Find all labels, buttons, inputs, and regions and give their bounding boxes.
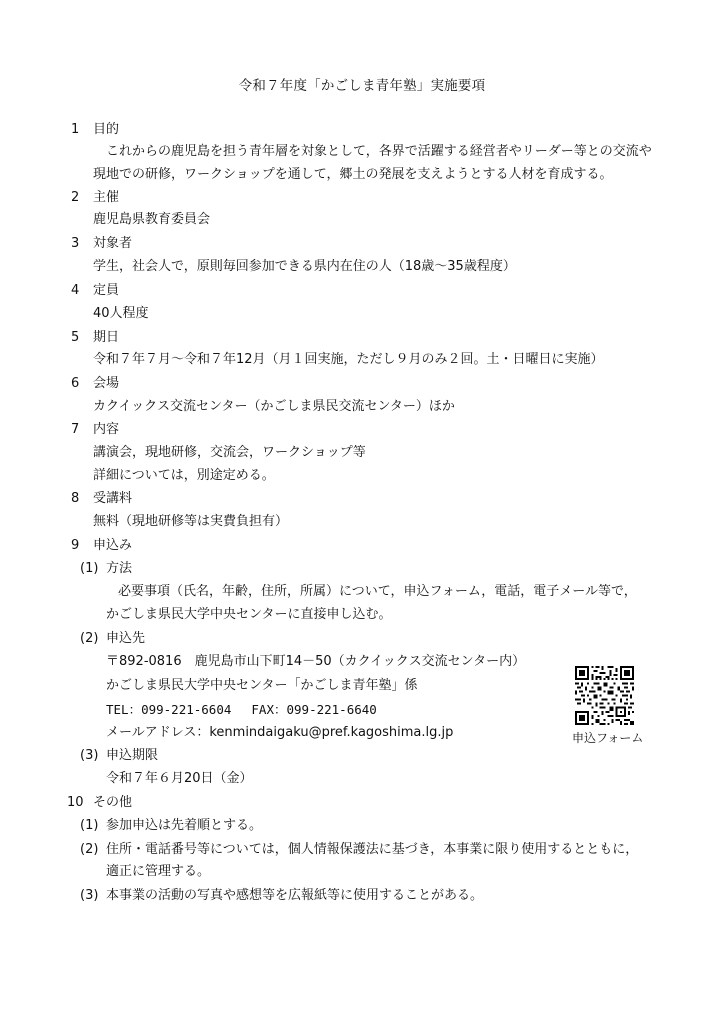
- qr-code-icon[interactable]: [575, 666, 634, 725]
- qr-code-graphic: [575, 666, 634, 725]
- section-10-item-3-number: (3): [80, 888, 99, 903]
- section-8-heading: 受講料: [93, 491, 133, 506]
- section-9-sub-2-heading: 申込先: [106, 631, 146, 646]
- section-10-item-1-number: (1): [80, 818, 99, 833]
- contact-address: 〒892-0816 鹿児島市山下町14－50（カクイックス交流センター内）: [106, 654, 526, 669]
- section-1-heading: 目的: [93, 122, 120, 137]
- section-10-item-2-text-continued: 適正に管理する。: [106, 864, 211, 879]
- section-1-body-line-1: これからの鹿児島を担う青年層を対象として，各界で活躍する経営者やリーダー等との交流や: [106, 144, 652, 159]
- section-6-body: カクイックス交流センター（かごしま県民交流センター）ほか: [93, 399, 455, 414]
- qr-code-caption: 申込フォーム: [572, 731, 644, 745]
- section-5-heading: 期日: [93, 330, 120, 345]
- section-7-heading: 内容: [93, 422, 120, 437]
- section-9-sub-2-number: (2): [80, 631, 99, 646]
- section-2-number: 2: [71, 190, 80, 205]
- section-9-sub-1-heading: 方法: [106, 561, 133, 576]
- section-10-item-2-number: (2): [80, 842, 99, 857]
- section-4-number: 4: [71, 283, 80, 298]
- section-2-body: 鹿児島県教育委員会: [93, 212, 211, 227]
- section-9-number: 9: [71, 538, 80, 553]
- section-8-body: 無料（現地研修等は実費負担有）: [93, 514, 289, 529]
- section-9-heading: 申込み: [93, 538, 133, 553]
- contact-email[interactable]: メールアドレス：kenmindaigaku@pref.kagoshima.lg.jp: [106, 725, 454, 740]
- section-9-sub-1-number: (1): [80, 561, 99, 576]
- section-3-body: 学生，社会人で，原則毎回参加できる県内在住の人（18歳～35歳程度）: [93, 259, 516, 274]
- section-8-number: 8: [71, 491, 80, 506]
- section-2-heading: 主催: [93, 190, 120, 205]
- contact-office: かごしま県民大学中央センター「かごしま青年塾」係: [106, 678, 418, 693]
- section-9-sub-3-heading: 申込期限: [106, 748, 159, 763]
- section-4-body: 40人程度: [93, 306, 149, 321]
- section-5-body: 令和７年７月～令和７年12月（月１回実施，ただし９月のみ２回。土・日曜日に実施）: [93, 352, 604, 367]
- section-3-number: 3: [71, 236, 80, 251]
- section-10-item-2-text: 住所・電話番号等については，個人情報保護法に基づき，本事業に限り使用するとともに，: [106, 842, 639, 857]
- section-9-sub-3-number: (3): [80, 748, 99, 763]
- section-9-sub-1-body-line-2: かごしま県民大学中央センターに直接申し込む。: [106, 607, 392, 622]
- section-1-body-line-2: 現地での研修，ワークショップを通して，郷土の発展を支えようとする人材を育成する。: [93, 167, 613, 182]
- section-1-number: 1: [71, 122, 80, 137]
- section-9-sub-3-body: 令和７年６月20日（金）: [106, 771, 253, 786]
- contact-phone-fax: TEL：099-221-6604 FAX：099-221-6640: [106, 702, 377, 717]
- section-3-heading: 対象者: [93, 236, 133, 251]
- section-10-number: 10: [67, 795, 84, 810]
- section-7-body-line-2: 詳細については，別途定める。: [93, 468, 275, 483]
- document-title: 令和７年度「かごしま青年塾」実施要項: [238, 78, 486, 94]
- section-4-heading: 定員: [93, 283, 120, 298]
- section-5-number: 5: [71, 330, 80, 345]
- section-10-item-3-text: 本事業の活動の写真や感想等を広報紙等に使用することがある。: [106, 888, 484, 903]
- section-10-heading: その他: [93, 795, 133, 810]
- section-9-sub-1-body-line-1: 必要事項（氏名，年齢，住所，所属）について，申込フォーム，電話，電子メール等で，: [118, 584, 637, 599]
- section-6-heading: 会場: [93, 376, 120, 391]
- section-10-item-1-text: 参加申込は先着順とする。: [106, 818, 263, 833]
- section-7-number: 7: [71, 422, 80, 437]
- section-7-body-line-1: 講演会，現地研修，交流会，ワークショップ等: [93, 445, 366, 460]
- section-6-number: 6: [71, 376, 80, 391]
